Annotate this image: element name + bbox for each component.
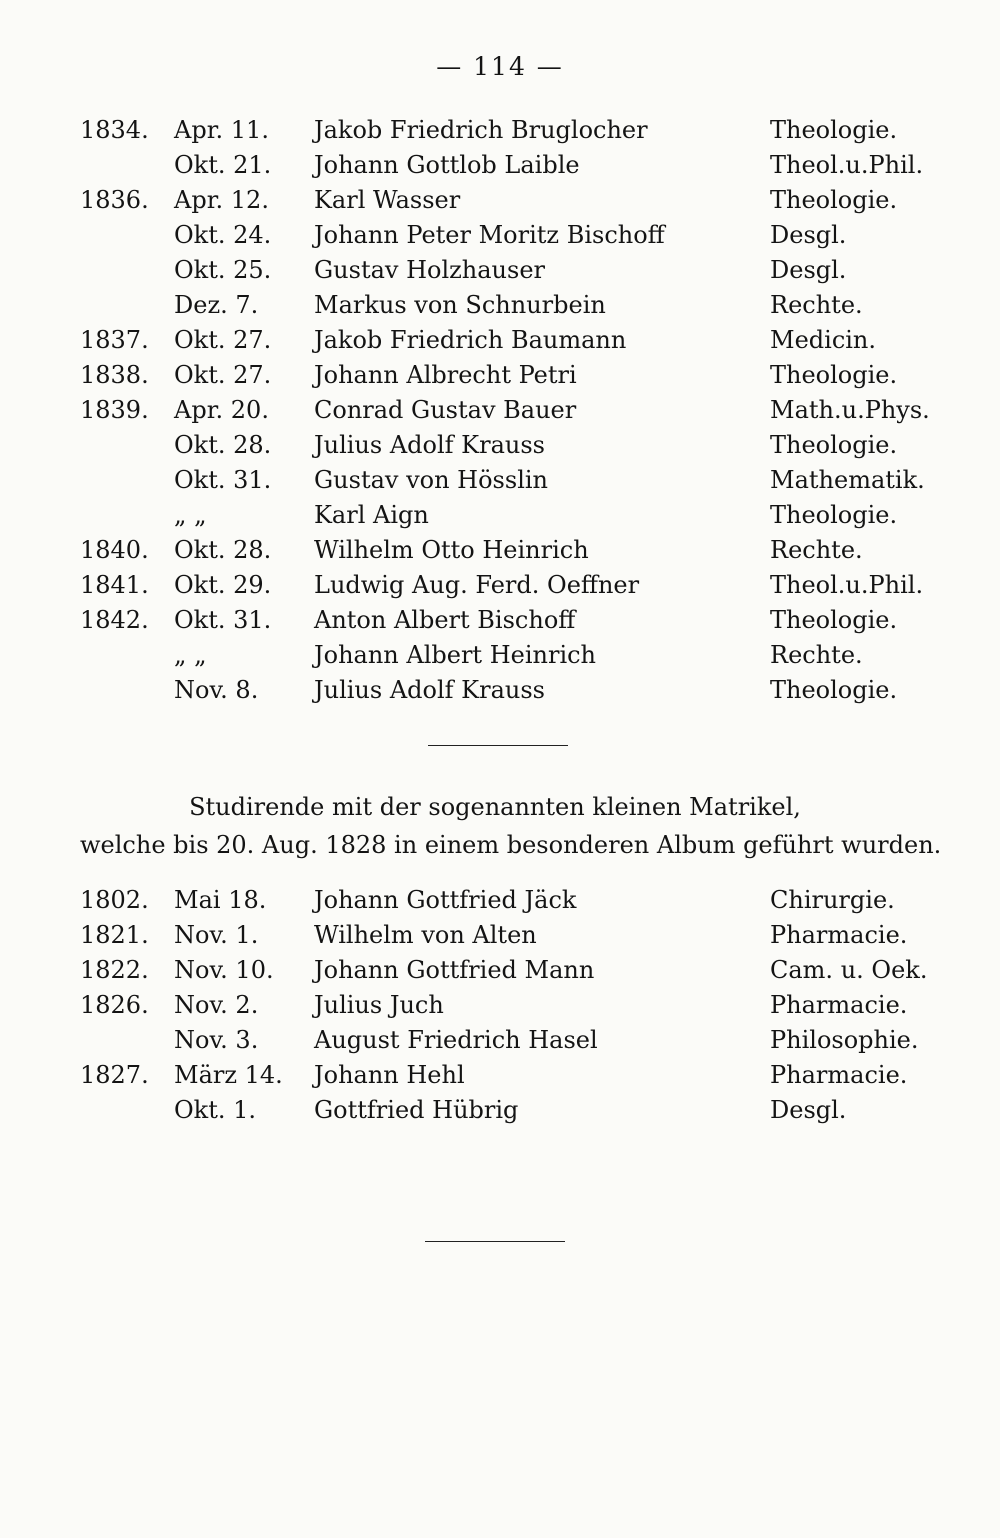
date-cell: Okt. 29. — [174, 571, 272, 599]
faculty-cell: Rechte. — [770, 641, 863, 669]
name-cell: Ludwig Aug. Ferd. Oeffner — [314, 571, 640, 599]
faculty-cell: Theologie. — [770, 606, 898, 634]
year-cell: 1840. — [80, 536, 149, 564]
table-row — [0, 988, 1000, 1022]
faculty-cell: Desgl. — [770, 1096, 847, 1124]
date-cell: Okt. 27. — [174, 326, 272, 354]
faculty-cell: Desgl. — [770, 221, 847, 249]
faculty-cell: Medicin. — [770, 326, 877, 354]
faculty-cell: Philosophie. — [770, 1026, 919, 1054]
table-row — [0, 113, 1000, 147]
table-row — [0, 498, 1000, 532]
faculty-cell: Pharmacie. — [770, 921, 908, 949]
section-divider — [428, 745, 568, 746]
date-cell: „ „ — [174, 501, 207, 529]
faculty-cell: Theologie. — [770, 431, 898, 459]
name-cell: Johann Hehl — [314, 1061, 465, 1089]
name-cell: Wilhelm Otto Heinrich — [314, 536, 589, 564]
name-cell: August Friedrich Hasel — [314, 1026, 598, 1054]
name-cell: Wilhelm von Alten — [314, 921, 537, 949]
table-row — [0, 953, 1000, 987]
name-cell: Johann Albrecht Petri — [314, 361, 577, 389]
name-cell: Jakob Friedrich Bruglocher — [314, 116, 648, 144]
year-cell: 1802. — [80, 886, 149, 914]
table-row — [0, 673, 1000, 707]
section-heading — [0, 788, 1000, 864]
table-row — [0, 358, 1000, 392]
faculty-cell: Mathematik. — [770, 466, 925, 494]
date-cell: Nov. 3. — [174, 1026, 259, 1054]
date-cell: Apr. 12. — [174, 186, 269, 214]
date-cell: März 14. — [174, 1061, 283, 1089]
date-cell: Okt. 31. — [174, 606, 272, 634]
year-cell: 1826. — [80, 991, 149, 1019]
faculty-cell: Rechte. — [770, 291, 863, 319]
date-cell: Okt. 27. — [174, 361, 272, 389]
year-cell: 1821. — [80, 921, 149, 949]
faculty-cell: Chirurgie. — [770, 886, 895, 914]
name-cell: Anton Albert Bischoff — [314, 606, 576, 634]
table-row — [0, 218, 1000, 252]
name-cell: Johann Gottlob Laible — [314, 151, 580, 179]
date-cell: Nov. 2. — [174, 991, 259, 1019]
faculty-cell: Theol.u.Phil. — [770, 151, 924, 179]
name-cell: Julius Adolf Krauss — [314, 676, 545, 704]
date-cell: Okt. 21. — [174, 151, 272, 179]
name-cell: Johann Albert Heinrich — [314, 641, 597, 669]
name-cell: Karl Aign — [314, 501, 429, 529]
faculty-cell: Theologie. — [770, 186, 898, 214]
name-cell: Julius Juch — [314, 991, 444, 1019]
date-cell: Nov. 8. — [174, 676, 259, 704]
table-row — [0, 1058, 1000, 1092]
table-row — [0, 568, 1000, 602]
date-cell: Apr. 20. — [174, 396, 269, 424]
table-row — [0, 1023, 1000, 1057]
year-cell: 1834. — [80, 116, 149, 144]
faculty-cell: Theologie. — [770, 501, 898, 529]
date-cell: Apr. 11. — [174, 116, 269, 144]
date-cell: Okt. 1. — [174, 1096, 257, 1124]
date-cell: „ „ — [174, 641, 207, 669]
name-cell: Jakob Friedrich Baumann — [314, 326, 627, 354]
faculty-cell: Theologie. — [770, 361, 898, 389]
year-cell: 1827. — [80, 1061, 149, 1089]
name-cell: Gottfried Hübrig — [314, 1096, 519, 1124]
section-heading-line-1: Studirende mit der sogenannten kleinen Matrikel, — [189, 793, 801, 821]
year-cell: 1841. — [80, 571, 149, 599]
section-heading-line-2: welche bis 20. Aug. 1828 in einem besonderen Album geführt wurden. — [80, 831, 942, 859]
year-cell: 1836. — [80, 186, 149, 214]
table-row — [0, 148, 1000, 182]
year-cell: 1842. — [80, 606, 149, 634]
name-cell: Julius Adolf Krauss — [314, 431, 545, 459]
date-cell: Okt. 24. — [174, 221, 272, 249]
faculty-cell: Theol.u.Phil. — [770, 571, 924, 599]
name-cell: Johann Gottfried Jäck — [314, 886, 577, 914]
table-row — [0, 638, 1000, 672]
faculty-cell: Desgl. — [770, 256, 847, 284]
name-cell: Karl Wasser — [314, 186, 461, 214]
name-cell: Gustav Holzhauser — [314, 256, 545, 284]
date-cell: Okt. 28. — [174, 431, 272, 459]
date-cell: Nov. 10. — [174, 956, 274, 984]
table-row — [0, 393, 1000, 427]
date-cell: Nov. 1. — [174, 921, 259, 949]
year-cell: 1837. — [80, 326, 149, 354]
table-row — [0, 428, 1000, 462]
table-row — [0, 533, 1000, 567]
date-cell: Okt. 31. — [174, 466, 272, 494]
faculty-cell: Theologie. — [770, 676, 898, 704]
table-row — [0, 603, 1000, 637]
page-number: — 114 — — [436, 52, 564, 81]
date-cell: Okt. 25. — [174, 256, 272, 284]
name-cell: Johann Peter Moritz Bischoff — [314, 221, 665, 249]
date-cell: Mai 18. — [174, 886, 267, 914]
table-row — [0, 323, 1000, 357]
name-cell: Johann Gottfried Mann — [314, 956, 595, 984]
faculty-cell: Rechte. — [770, 536, 863, 564]
table-row — [0, 918, 1000, 952]
faculty-cell: Pharmacie. — [770, 1061, 908, 1089]
table-row — [0, 883, 1000, 917]
table-row — [0, 1093, 1000, 1127]
faculty-cell: Pharmacie. — [770, 991, 908, 1019]
year-cell: 1838. — [80, 361, 149, 389]
faculty-cell: Cam. u. Oek. — [770, 956, 928, 984]
faculty-cell: Theologie. — [770, 116, 898, 144]
faculty-cell: Math.u.Phys. — [770, 396, 930, 424]
year-cell: 1839. — [80, 396, 149, 424]
table-row — [0, 253, 1000, 287]
table-row — [0, 183, 1000, 217]
date-cell: Okt. 28. — [174, 536, 272, 564]
table-row — [0, 288, 1000, 322]
date-cell: Dez. 7. — [174, 291, 259, 319]
name-cell: Conrad Gustav Bauer — [314, 396, 577, 424]
table-row — [0, 463, 1000, 497]
name-cell: Gustav von Hösslin — [314, 466, 548, 494]
year-cell: 1822. — [80, 956, 149, 984]
name-cell: Markus von Schnurbein — [314, 291, 606, 319]
end-divider — [425, 1241, 565, 1242]
